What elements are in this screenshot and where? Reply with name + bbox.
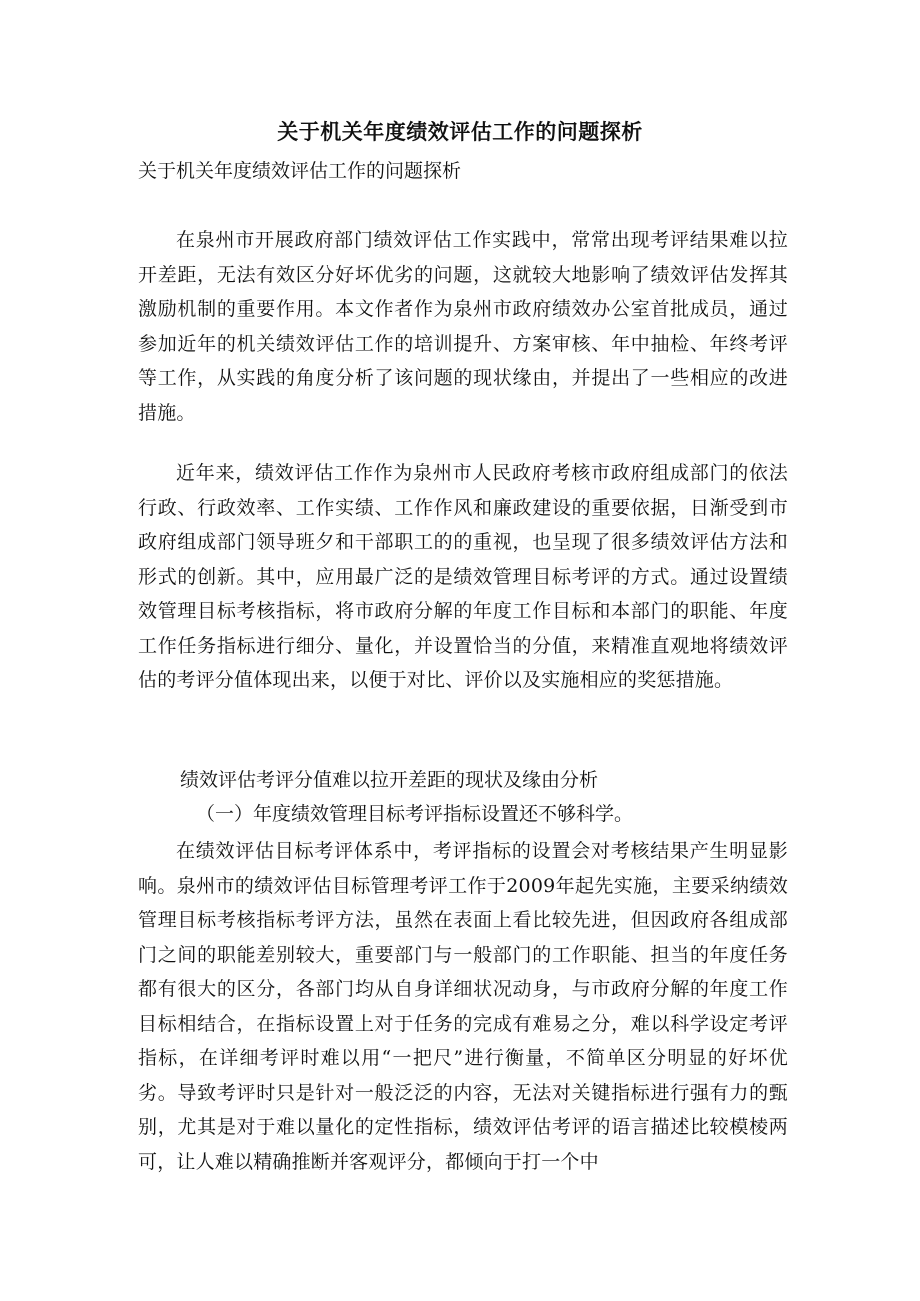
document-subtitle: 关于机关年度绩效评估工作的问题探析 — [138, 160, 462, 182]
document-title: 关于机关年度绩效评估工作的问题探析 — [277, 120, 643, 144]
background-paragraph: 近年来，绩效评估工作作为泉州市人民政府考核市政府组成部门的依法行政、行政效率、工作实绩、工作作风和廉政建设的重要依据，日渐受到市政府组成部门领导班夕和干部职工的的重视，也呈现了很多绩效评估方法和形式的创新。其中，应用最广泛的是绩效管理目标考评的方式。通过设置绩效管理目标考核指标，将市政府分解的年度工作目标和本部门的职能、年度工作任务指标进行细分、量化，并设置恰当的分值，来精准直观地将绩效评估的考评分值体现出来，以便于对比、评价以及实施相应的奖惩措施。 — [138, 462, 788, 691]
section-heading: 绩效评估考评分值难以拉开差距的现状及缘由分析 — [180, 769, 599, 791]
intro-paragraph: 在泉州市开展政府部门绩效评估工作实践中，常常出现考评结果难以拉开差距，无法有效区分好坏优劣的问题，这就较大地影响了绩效评估发挥其激励机制的重要作用。本文作者作为泉州市政府绩效办公室首批成员，通过参加近年的机关绩效评估工作的培训提升、方案审核、年中抽检、年终考评等工作，从实践的角度分析了该问题的现状缘由，并提出了一些相应的改进措施。 — [138, 229, 788, 424]
section-paragraph: 在绩效评估目标考评体系中，考评指标的设置会对考核结果产生明显影响。泉州市的绩效评估目标管理考评工作于2009年起先实施，主要采纳绩效管理目标考核指标考评方法，虽然在表面上看比较先进，但因政府各组成部门之间的职能差别较大，重要部门与一般部门的工作职能、担当的年度任务都有很大的区分，各部门均从自身详细状况动身，与市政府分解的年度工作目标相结合，在指标设置上对于任务的完成有难易之分，难以科学设定考评指标，在详细考评时难以用“一把尺”进行衡量，不简单区分明显的好坏优劣。导致考评时只是针对一般泛泛的内容，无法对关键指标进行强有力的甄别，尤其是对于难以量化的定性指标，绩效评估考评的语言描述比较模棱两可，让人难以精确推断并客观评分，都倾向于打一个中 — [138, 840, 788, 1173]
subsection-heading: （一）年度绩效管理目标考评指标设置还不够科学。 — [196, 803, 634, 825]
